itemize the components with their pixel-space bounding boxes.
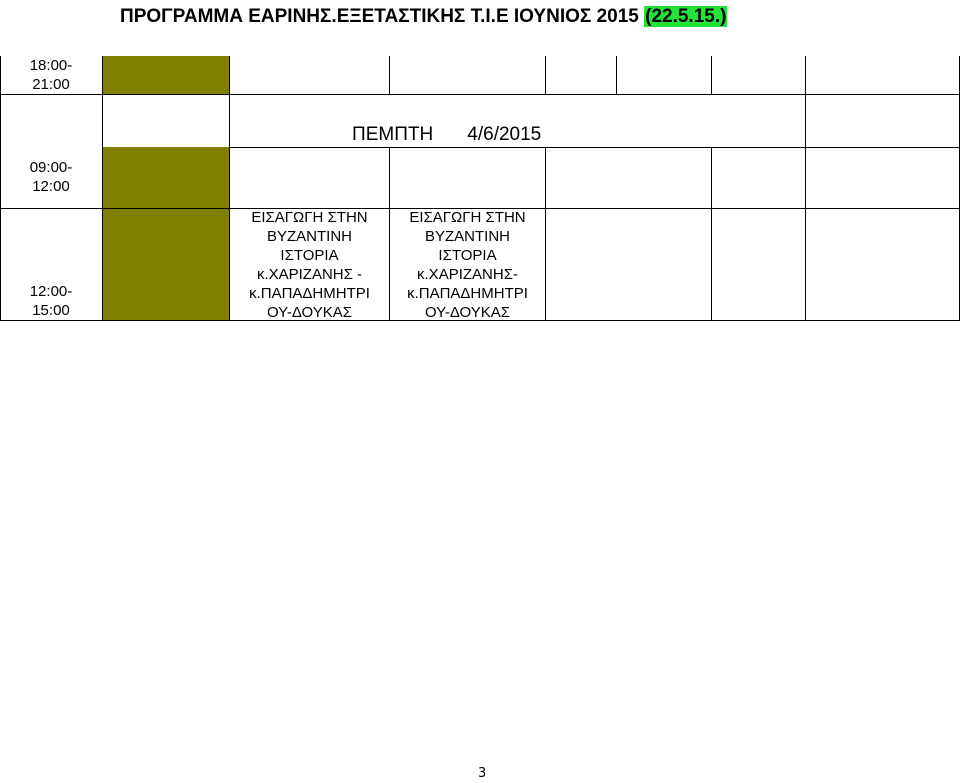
course-line: ΟΥ-ΔΟΥΚΑΣ xyxy=(267,304,352,321)
olive-cell-row3 xyxy=(103,208,229,321)
grid-line xyxy=(389,56,390,94)
course-line: κ.ΧΑΡΙΖΑΝΗΣ- xyxy=(417,266,518,283)
course-line: ΕΙΣΑΓΩΓΗ ΣΤΗΝ xyxy=(251,209,368,226)
time-start: 09:00- xyxy=(29,159,73,176)
day-name: ΠΕΜΠΤΗ xyxy=(352,124,434,145)
grid-line xyxy=(545,147,546,321)
day-date: 4/6/2015 xyxy=(467,124,542,145)
course-line: ΟΥ-ΔΟΥΚΑΣ xyxy=(425,304,510,321)
schedule-table xyxy=(0,0,960,330)
grid-line xyxy=(805,56,806,94)
grid-line xyxy=(616,56,617,94)
olive-cell-row1 xyxy=(103,56,229,94)
title-main: ΠΡΟΓΡΑΜΜΑ ΕΑΡΙΝΗΣ.ΕΞΕΤΑΣΤΙΚΗΣ Τ.Ι.Ε ΙΟΥΝΙΟΣ 2015 xyxy=(120,6,645,27)
time-end: 21:00 xyxy=(32,76,70,93)
title-date-highlight: (22.5.15.) xyxy=(645,6,727,27)
time-slot-1 xyxy=(0,56,102,94)
grid-line xyxy=(545,56,546,94)
time-end: 15:00 xyxy=(32,302,70,319)
course-cell-2 xyxy=(390,208,545,322)
grid-line xyxy=(711,147,712,321)
grid-line xyxy=(102,56,103,321)
time-start: 12:00- xyxy=(29,283,73,300)
grid-line xyxy=(0,94,960,95)
page-number: 3 xyxy=(478,766,487,781)
time-start: 18:00- xyxy=(29,57,73,74)
course-line: ΙΣΤΟΡΙΑ xyxy=(438,247,497,264)
grid-line xyxy=(711,56,712,94)
course-line: ΕΙΣΑΓΩΓΗ ΣΤΗΝ xyxy=(409,209,526,226)
day-header xyxy=(352,122,541,148)
time-end: 12:00 xyxy=(32,178,70,195)
course-line: κ.ΠΑΠΑΔΗΜΗΤΡΙ xyxy=(407,285,528,302)
course-line: ΒΥΖΑΝΤΙΝΗ xyxy=(266,228,352,245)
grid-line xyxy=(805,95,806,321)
time-slot-2 xyxy=(0,158,102,196)
course-line: κ.ΠΑΠΑΔΗΜΗΤΡΙ xyxy=(249,285,370,302)
time-slot-3 xyxy=(0,282,102,320)
course-line: ΒΥΖΑΝΤΙΝΗ xyxy=(424,228,510,245)
olive-cell-row2 xyxy=(103,147,229,208)
course-cell-1 xyxy=(230,208,389,322)
course-line: κ.ΧΑΡΙΖΑΝΗΣ - xyxy=(256,266,363,283)
course-line: ΙΣΤΟΡΙΑ xyxy=(280,247,339,264)
grid-line xyxy=(229,147,960,148)
